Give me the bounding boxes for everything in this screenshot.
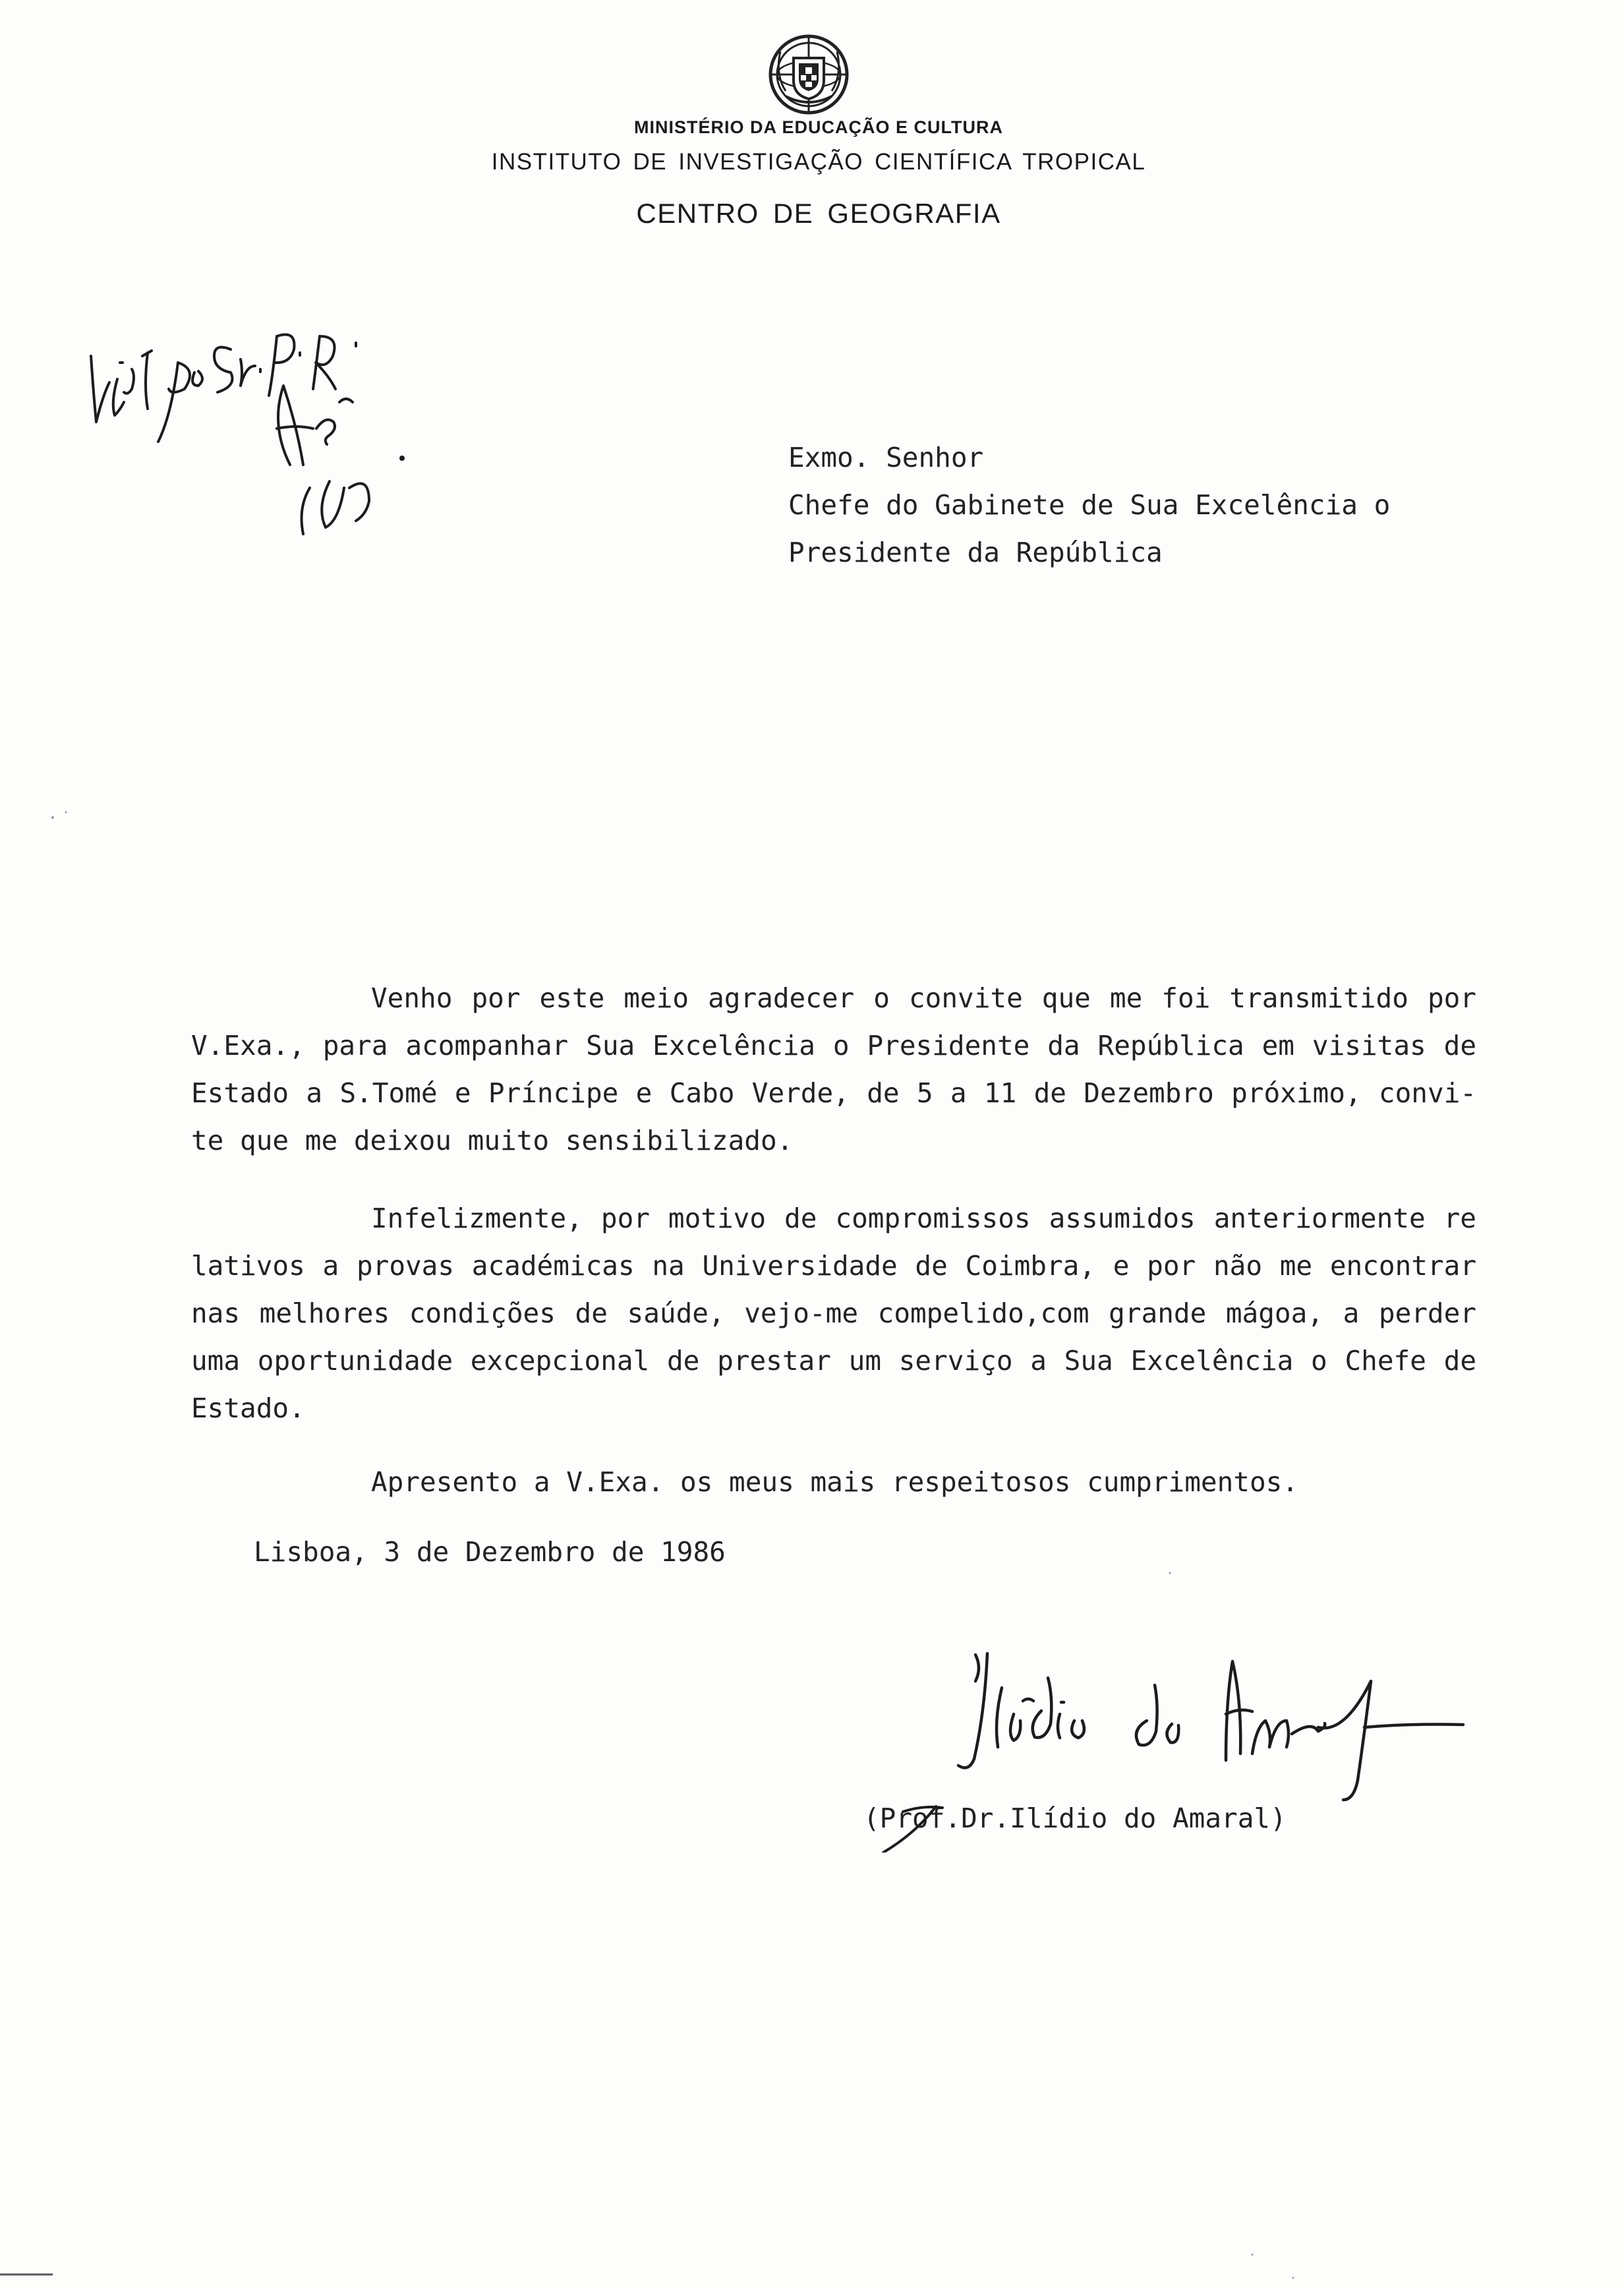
- paragraph-2-line: Estado.: [191, 1392, 305, 1424]
- date-line: Lisboa, 3 de Dezembro de 1986: [254, 1536, 726, 1568]
- signatory-name: (Prof.Dr.Ilídio do Amaral): [863, 1802, 1287, 1834]
- handwritten-signature: [949, 1642, 1476, 1813]
- paragraph-2-line: nas melhores condições de saúde, vejo-me compelido,com grande mágoa, a perder: [191, 1297, 1476, 1329]
- paragraph-2-line: uma oportunidade excepcional de prestar um serviço a Sua Excelência o Chefe de: [191, 1345, 1476, 1377]
- ministry-name: MINISTÉRIO DA EDUCAÇÃO E CULTURA: [634, 117, 1003, 137]
- paragraph-1-line: Estado a S.Tomé e Príncipe e Cabo Verde, de 5 a 11 de Dezembro próximo, convi-: [191, 1077, 1476, 1109]
- paragraph-1-line: te que me deixou muito sensibilizado.: [191, 1125, 794, 1156]
- paragraph-1-line: V.Exa., para acompanhar Sua Excelência o Presidente da República em visitas de: [191, 1030, 1476, 1061]
- paragraph-2-line: lativos a provas académicas na Universidade de Coimbra, e por não me encontrar: [191, 1250, 1476, 1282]
- paragraph-1-line: Venho por este meio agradecer o convite que me foi transmitido por: [371, 982, 1476, 1014]
- paragraph-2-line: Infelizmente, por motivo de compromissos assumidos anteriormente re: [371, 1203, 1476, 1234]
- handwritten-annotation: [79, 237, 422, 541]
- portuguese-coat-of-arms-icon: [766, 32, 852, 117]
- paragraph-1: [191, 974, 1476, 1164]
- recipient-line-1: Exmo. Senhor: [788, 442, 984, 473]
- paragraph-2: [191, 1195, 1476, 1432]
- pen-strike-mark: [870, 1800, 975, 1853]
- recipient-address: [788, 434, 1390, 576]
- recipient-line-3: Presidente da República: [788, 537, 1163, 568]
- recipient-line-2: Chefe do Gabinete de Sua Excelência o: [788, 489, 1391, 521]
- centre-name: CENTRO DE GEOGRAFIA: [636, 198, 1001, 229]
- institute-name: INSTITUTO DE INVESTIGAÇÃO CIENTÍFICA TROPICAL: [491, 149, 1146, 175]
- closing-line: Apresento a V.Exa. os meus mais respeitosos cumprimentos.: [371, 1466, 1298, 1498]
